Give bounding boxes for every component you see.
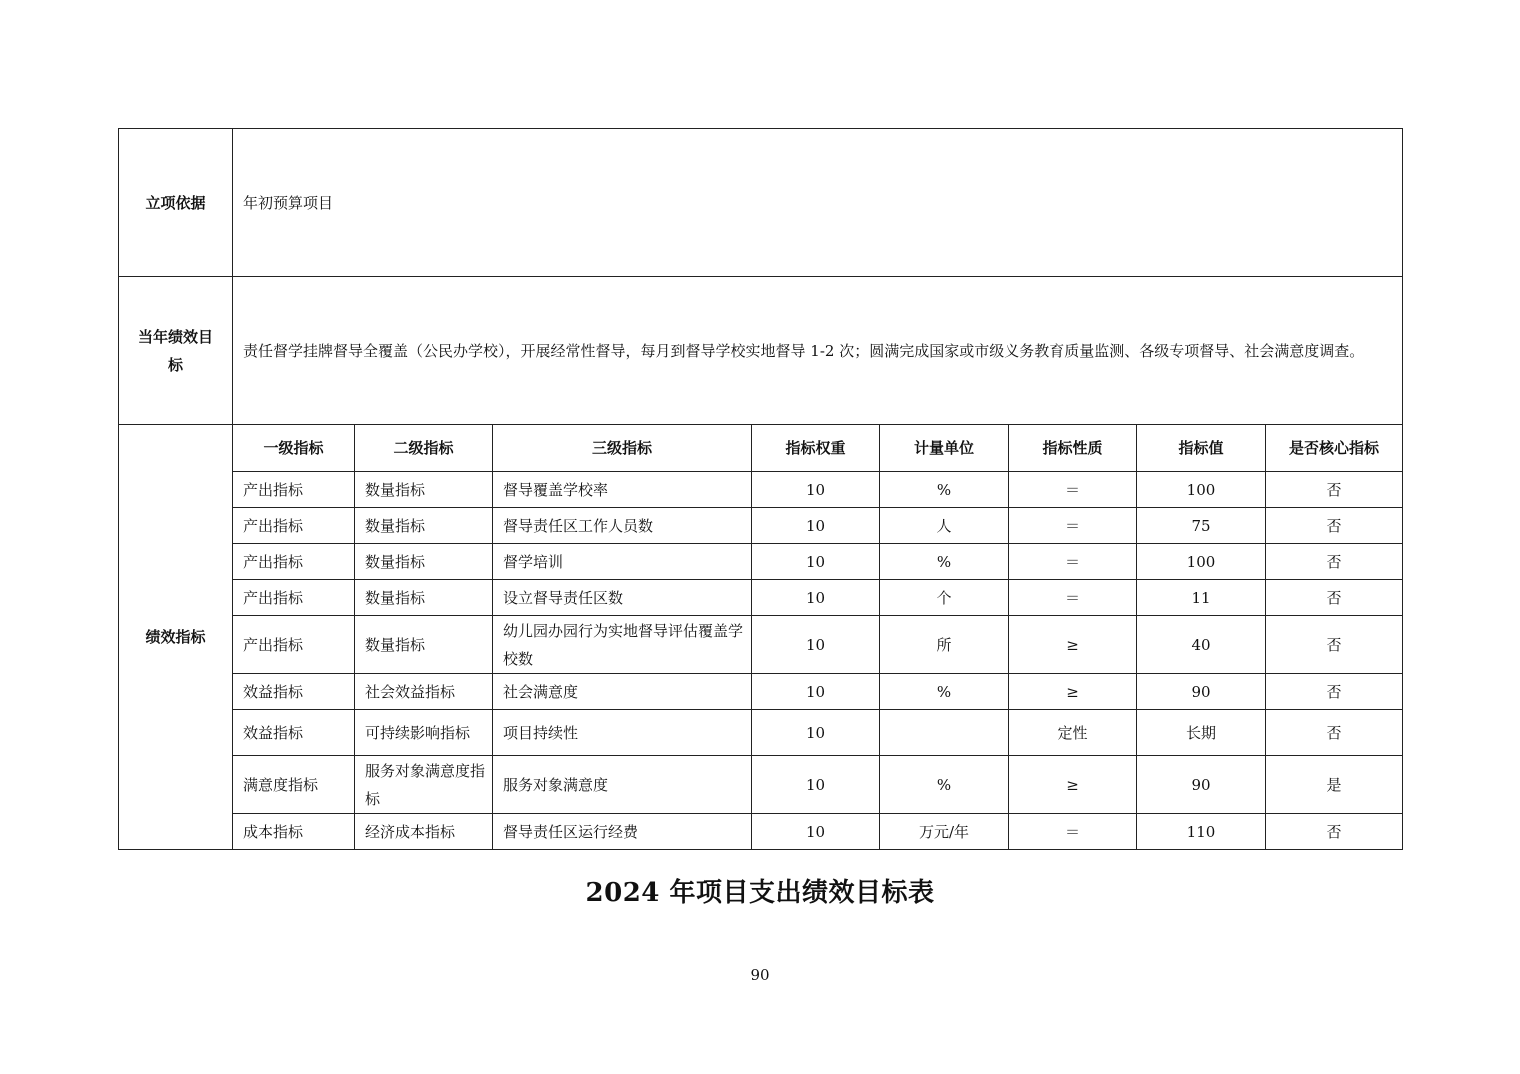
cell-core: 否 <box>1266 616 1403 674</box>
table-row <box>119 814 1403 850</box>
cell-level2: 服务对象满意度指标 <box>355 756 493 814</box>
cell-core: 否 <box>1266 580 1403 616</box>
table-row <box>119 674 1403 710</box>
cell-unit <box>880 710 1009 756</box>
table-row <box>119 756 1403 814</box>
cell-unit: 万元/年 <box>880 814 1009 850</box>
cell-level1: 产出指标 <box>233 580 355 616</box>
cell-core: 是 <box>1266 756 1403 814</box>
cell-level1: 产出指标 <box>233 472 355 508</box>
cell-nature: ≥ <box>1009 756 1137 814</box>
cell-value: 100 <box>1137 544 1266 580</box>
cell-level3: 社会满意度 <box>493 674 752 710</box>
cell-unit: 所 <box>880 616 1009 674</box>
goal-label: 当年绩效目标 <box>119 277 233 425</box>
cell-value: 90 <box>1137 756 1266 814</box>
cell-level1: 产出指标 <box>233 508 355 544</box>
cell-value: 75 <box>1137 508 1266 544</box>
table-row <box>119 710 1403 756</box>
header-nature: 指标性质 <box>1009 425 1137 472</box>
cell-nature: ＝ <box>1009 814 1137 850</box>
cell-level3: 督学培训 <box>493 544 752 580</box>
cell-nature: ≥ <box>1009 616 1137 674</box>
cell-level3: 幼儿园办园行为实地督导评估覆盖学校数 <box>493 616 752 674</box>
cell-weight: 10 <box>752 580 880 616</box>
cell-weight: 10 <box>752 674 880 710</box>
cell-core: 否 <box>1266 814 1403 850</box>
cell-unit: % <box>880 544 1009 580</box>
cell-level2: 数量指标 <box>355 580 493 616</box>
cell-unit: % <box>880 756 1009 814</box>
cell-level1: 产出指标 <box>233 544 355 580</box>
header-level1: 一级指标 <box>233 425 355 472</box>
cell-core: 否 <box>1266 674 1403 710</box>
cell-weight: 10 <box>752 710 880 756</box>
cell-level1: 满意度指标 <box>233 756 355 814</box>
cell-weight: 10 <box>752 756 880 814</box>
header-weight: 指标权重 <box>752 425 880 472</box>
cell-nature: ＝ <box>1009 544 1137 580</box>
indicator-header-row <box>119 425 1403 472</box>
cell-unit: % <box>880 472 1009 508</box>
cell-value: 100 <box>1137 472 1266 508</box>
cell-value: 长期 <box>1137 710 1266 756</box>
goal-content: 责任督学挂牌督导全覆盖（公民办学校），开展经常性督导，每月到督导学校实地督导 1-2 次；圆满完成国家或市级义务教育质量监测、各级专项督导、社会满意度调查。 <box>233 277 1403 425</box>
cell-weight: 10 <box>752 472 880 508</box>
header-value: 指标值 <box>1137 425 1266 472</box>
cell-level3: 督导责任区运行经费 <box>493 814 752 850</box>
header-level2: 二级指标 <box>355 425 493 472</box>
header-unit: 计量单位 <box>880 425 1009 472</box>
cell-level3: 服务对象满意度 <box>493 756 752 814</box>
cell-weight: 10 <box>752 814 880 850</box>
page-number: 90 <box>750 966 770 984</box>
cell-level1: 成本指标 <box>233 814 355 850</box>
table-row <box>119 508 1403 544</box>
performance-table <box>118 128 1403 850</box>
cell-level2: 数量指标 <box>355 472 493 508</box>
cell-level3: 项目持续性 <box>493 710 752 756</box>
cell-level2: 数量指标 <box>355 616 493 674</box>
table-row <box>119 616 1403 674</box>
cell-weight: 10 <box>752 616 880 674</box>
indicators-label: 绩效指标 <box>119 425 233 850</box>
cell-unit: % <box>880 674 1009 710</box>
cell-level2: 可持续影响指标 <box>355 710 493 756</box>
cell-core: 否 <box>1266 710 1403 756</box>
cell-nature: ≥ <box>1009 674 1137 710</box>
cell-level2: 数量指标 <box>355 508 493 544</box>
basis-content: 年初预算项目 <box>233 129 1403 277</box>
cell-level2: 数量指标 <box>355 544 493 580</box>
cell-nature: ＝ <box>1009 508 1137 544</box>
cell-weight: 10 <box>752 544 880 580</box>
cell-level1: 效益指标 <box>233 674 355 710</box>
cell-level2: 社会效益指标 <box>355 674 493 710</box>
cell-value: 110 <box>1137 814 1266 850</box>
cell-level1: 效益指标 <box>233 710 355 756</box>
table-row <box>119 472 1403 508</box>
cell-level2: 经济成本指标 <box>355 814 493 850</box>
basis-label: 立项依据 <box>119 129 233 277</box>
goal-row <box>119 277 1403 425</box>
cell-nature: ＝ <box>1009 472 1137 508</box>
cell-level3: 督导责任区工作人员数 <box>493 508 752 544</box>
cell-core: 否 <box>1266 508 1403 544</box>
cell-value: 40 <box>1137 616 1266 674</box>
cell-nature: 定性 <box>1009 710 1137 756</box>
cell-level3: 设立督导责任区数 <box>493 580 752 616</box>
table-row <box>119 544 1403 580</box>
cell-weight: 10 <box>752 508 880 544</box>
page-title: 2024 年项目支出绩效目标表 <box>585 878 935 908</box>
cell-nature: ＝ <box>1009 580 1137 616</box>
cell-unit: 人 <box>880 508 1009 544</box>
cell-level3: 督导覆盖学校率 <box>493 472 752 508</box>
header-level3: 三级指标 <box>493 425 752 472</box>
header-core: 是否核心指标 <box>1266 425 1403 472</box>
cell-unit: 个 <box>880 580 1009 616</box>
cell-value: 11 <box>1137 580 1266 616</box>
cell-core: 否 <box>1266 544 1403 580</box>
cell-core: 否 <box>1266 472 1403 508</box>
cell-value: 90 <box>1137 674 1266 710</box>
cell-level1: 产出指标 <box>233 616 355 674</box>
table-row <box>119 580 1403 616</box>
basis-row <box>119 129 1403 277</box>
